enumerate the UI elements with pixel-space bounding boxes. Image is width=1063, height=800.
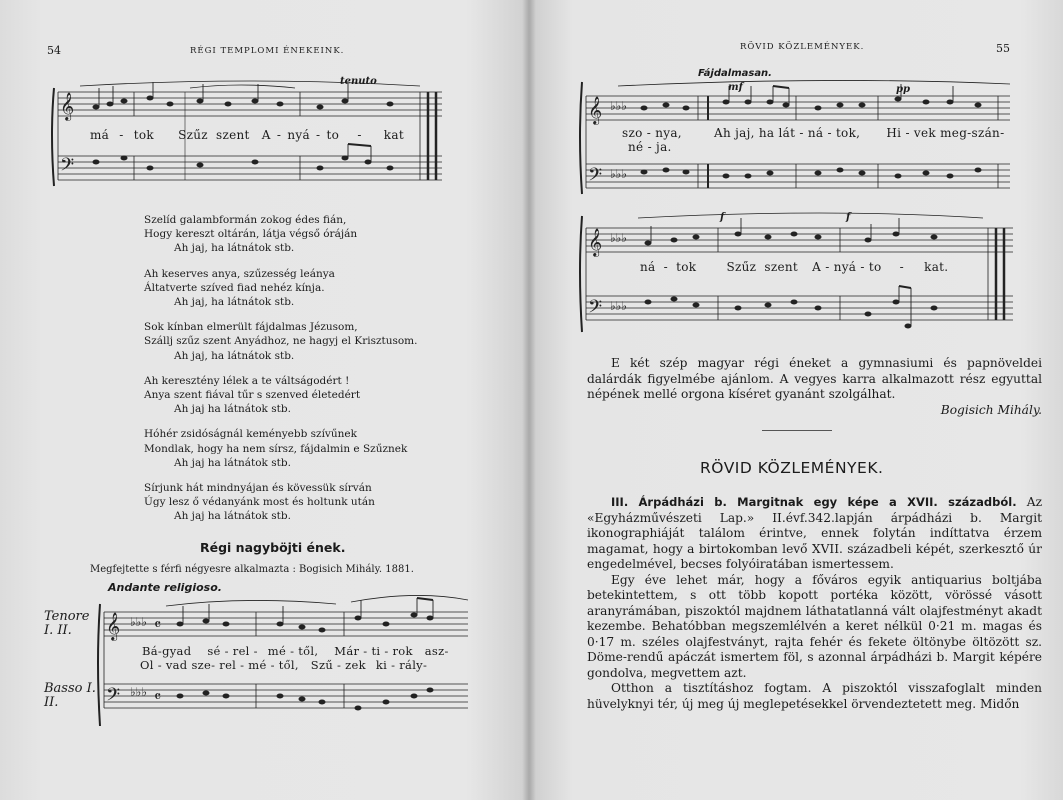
- section-title: RÖVID KÖZLEMÉNYEK.: [700, 459, 884, 477]
- svg-text:𝄢: 𝄢: [588, 297, 603, 322]
- divider: [762, 430, 832, 431]
- dynamic-mark: mf: [728, 82, 743, 93]
- article-heading: III. Árpádházi b. Margitnak egy képe a XVII. századból.: [611, 495, 1017, 509]
- dynamic-mark: f: [720, 212, 725, 223]
- svg-text:𝄞: 𝄞: [60, 92, 75, 120]
- signature: Bogisich Mihály.: [940, 402, 1042, 417]
- staff1-lyrics-line2: né - ja.: [628, 140, 672, 154]
- svg-text:𝄞: 𝄞: [588, 228, 603, 256]
- svg-text:♭♭♭: ♭♭♭: [610, 167, 627, 181]
- music-system-1: [578, 76, 1018, 201]
- running-head: RÉGI TEMPLOMI ÉNEKEINK.: [190, 46, 345, 56]
- page-number: 54: [47, 44, 61, 57]
- tempo-mark: tenuto: [340, 76, 377, 87]
- right-page: [530, 0, 1063, 800]
- left-page: [0, 0, 530, 800]
- staff2-lyrics: ná - tok Szűz szent A - nyá - to - kat.: [640, 260, 949, 274]
- stanza: Hóhér zsidóságnál keményebb szívűnek Mondlak, hogy ha nem sírsz, fájdalmin e Szűznek Ah jaj ha látnátok stb.: [144, 428, 408, 469]
- stanza: Ah keserves anya, szűzesség leánya Áltatverte szíved fiad nehéz kínja. Ah jaj, ha látnátok stb.: [144, 267, 335, 309]
- voice-bass: Basso I. II.: [44, 681, 96, 710]
- tempo-indication: Fájdalmasan.: [698, 68, 772, 79]
- music-system-bottom: [96, 596, 476, 736]
- svg-text:𝄴: 𝄴: [154, 615, 162, 634]
- svg-text:𝄴: 𝄴: [154, 687, 162, 706]
- poem: [144, 213, 417, 535]
- svg-text:𝄢: 𝄢: [106, 685, 121, 710]
- article: III. Árpádházi b. Margitnak egy képe a XVII. századból. Az «Egyházművészeti Lap.» II.évf.342.lapján árpádházi b. Margit ikonographiáját találom érintve, ennek folytán indíttatva érzem magamat, hogy a birtokomban levő XVII. századbeli képét, szerkesztő úr engedelmével, becses folyóiratában ismertessem. Egy éve lehet már, hogy a főváros egyik antiquarius boltjába betekintettem, s ott több kopott portéka között, vörössé vásott aranyrámában, piszoktól majdnem láthatatlanná vált olajfestményt akadt kezembe. Behatóbban megszemlélvén a keret nélkül 0·21 m. magas és 0·17 m. széles olajfestványt, rajta fehér és fekete öltönybe öltözött sz. Döme-rendű apáczát ismertem föl, s azonnal árpádházi b. Margit képére gondolva, megvettem azt. Otthon a tisztításhoz fogtam. A piszoktól visszafoglalt minden hüvelyknyi tér, új meg új meglepetésekkel örvendeztetett meg. Midőn: [587, 495, 1042, 711]
- stanza: Ah keresztény lélek a te váltságodért ! Anya szent fiával tűr s szenved életedért Ah jaj ha látnátok stb.: [144, 374, 361, 416]
- book-gutter: [522, 0, 536, 800]
- stanza: Sírjunk hát mindnyájan és kövessük sírván Úgy lesz ő védanyánk most és holtunk után Ah jaj ha látnátok stb.: [144, 482, 375, 523]
- intro-paragraph: E két szép magyar régi éneket a gymnasiumi és papnöveldei dalárdák figyelmébe ajánlom. A vegyes karra alkalmazott rész egyuttal népének mellé orgona kíséret gyanánt szolgálhat. Bogisich Mihály.: [587, 356, 1042, 417]
- bottom-lyrics-line2: Ol - vad sze- rel - mé - től, Szű - zek ki - rály-: [140, 658, 428, 672]
- svg-text:𝄞: 𝄞: [106, 612, 121, 640]
- svg-text:♭♭♭: ♭♭♭: [130, 685, 147, 699]
- dynamic-mark: f: [846, 212, 851, 223]
- svg-text:♭♭♭: ♭♭♭: [130, 615, 147, 629]
- running-head: RÖVID KÖZLEMÉNYEK.: [740, 42, 865, 52]
- staff1-lyrics-line1: szo - nya, Ah jaj, ha lát - ná - tok, Hi - vek meg-szán-: [622, 126, 1005, 140]
- tempo-indication: Andante religioso.: [108, 581, 222, 594]
- attribution: Megfejtette s férfi négyesre alkalmazta : Bogisich Mihály. 1881.: [90, 564, 414, 575]
- svg-text:♭♭♭: ♭♭♭: [610, 99, 627, 113]
- top-lyrics: má - tok Szűz szent A - nyá - to - kat: [90, 128, 404, 142]
- svg-text:♭♭♭: ♭♭♭: [610, 299, 627, 313]
- svg-text:𝄞: 𝄞: [588, 96, 603, 124]
- bottom-lyrics-line1: Bá-gyad sé - rel - mé - től, Már - ti - rok asz-: [142, 644, 449, 658]
- music-system-2: [578, 210, 1018, 340]
- dynamic-mark: pp: [896, 84, 910, 95]
- svg-text:𝄢: 𝄢: [60, 155, 75, 180]
- stanza: Szelíd galambformán zokog édes fián, Hogy kereszt oltárán, látja végső óráján Ah jaj, ha látnátok stb.: [144, 214, 358, 255]
- section-title: Régi nagyböjti ének.: [200, 540, 346, 555]
- voice-tenor: Tenore I. II.: [44, 609, 90, 638]
- stanza: Sok kínban elmerült fájdalmas Jézusom, Szállj szűz szent Anyádhoz, ne hagyj el Krisztusom. Ah jaj, ha látnátok stb.: [144, 321, 418, 362]
- page-number: 55: [996, 42, 1010, 55]
- svg-text:♭♭♭: ♭♭♭: [610, 231, 627, 245]
- svg-text:𝄢: 𝄢: [588, 165, 603, 190]
- music-system-top: [50, 78, 450, 193]
